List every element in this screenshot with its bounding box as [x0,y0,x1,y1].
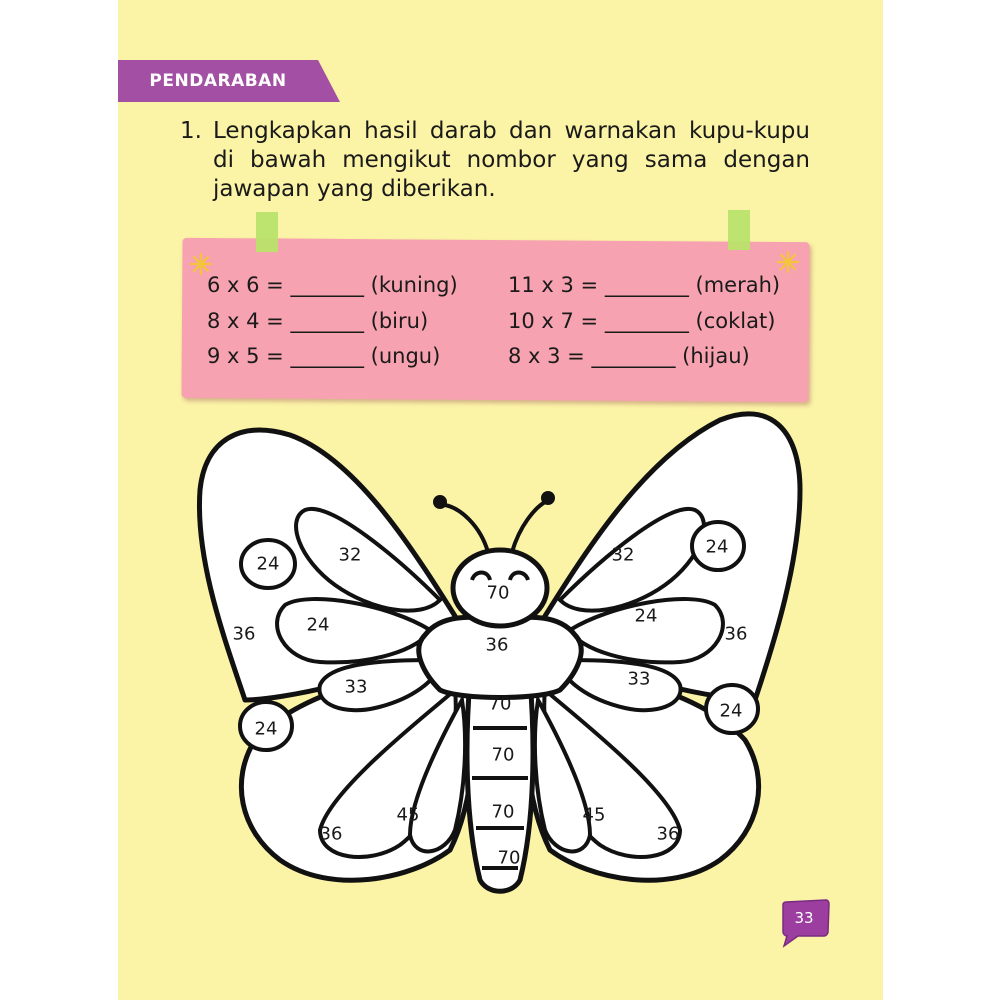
butterfly-number: 33 [344,676,368,698]
butterfly-number: 36 [232,623,256,645]
equation-expr: 8 x 3 = [508,344,585,368]
answer-blank[interactable]: _______ [290,344,364,368]
butterfly-number: 36 [485,634,509,656]
equation-expr: 10 x 7 = [508,309,599,333]
color-label: (ungu) [370,344,441,368]
color-label: (merah) [695,273,781,297]
butterfly-number: 45 [396,804,420,826]
section-title: PENDARABAN [149,71,287,91]
antenna-tip [541,491,555,505]
butterfly-number: 33 [627,668,651,690]
butterfly-number: 45 [582,804,606,826]
butterfly-number: 24 [254,718,278,740]
butterfly-number: 36 [656,823,680,845]
butterfly-number: 70 [497,847,521,869]
butterfly-number: 32 [611,544,635,566]
equation-expr: 6 x 6 = [207,273,284,297]
color-label: (coklat) [695,309,776,333]
butterfly-number: 24 [256,553,280,575]
butterfly-number: 24 [306,614,330,636]
answer-blank[interactable]: ________ [604,273,689,297]
butterfly-number: 70 [486,582,510,604]
answer-blank[interactable]: ________ [604,309,689,333]
answer-blank[interactable]: _______ [290,309,364,333]
question-line-1: Lengkapkan hasil darab dan warnakan kupu-kupu [213,118,810,144]
butterfly-number: 24 [719,700,743,722]
butterfly-number: 36 [724,623,748,645]
question-line-3: jawapan yang diberikan. [213,176,496,202]
butterfly-number: 24 [634,605,658,627]
equation-expr: 8 x 4 = [207,309,284,333]
butterfly-number: 24 [705,536,729,558]
answer-blank[interactable]: _______ [290,273,364,297]
butterfly-thorax [419,617,581,697]
left-antenna [445,505,488,552]
color-label: (hijau) [682,344,750,368]
equation-expr: 11 x 3 = [508,273,599,297]
antenna-tip [433,495,447,509]
right-antenna [512,502,545,552]
butterfly-number: 70 [488,693,512,715]
butterfly-number: 32 [338,544,362,566]
equation-expr: 9 x 5 = [207,344,284,368]
question-line-2: di bawah mengikut nombor yang sama dengan [213,147,810,173]
butterfly-number: 36 [319,823,343,845]
color-label: (biru) [370,309,429,333]
question-number: 1. [180,118,202,144]
page-number: 33 [794,909,814,927]
butterfly-number: 70 [491,744,515,766]
butterfly-number: 70 [491,801,515,823]
answer-blank[interactable]: ________ [591,344,676,368]
color-label: (kuning) [370,273,458,297]
